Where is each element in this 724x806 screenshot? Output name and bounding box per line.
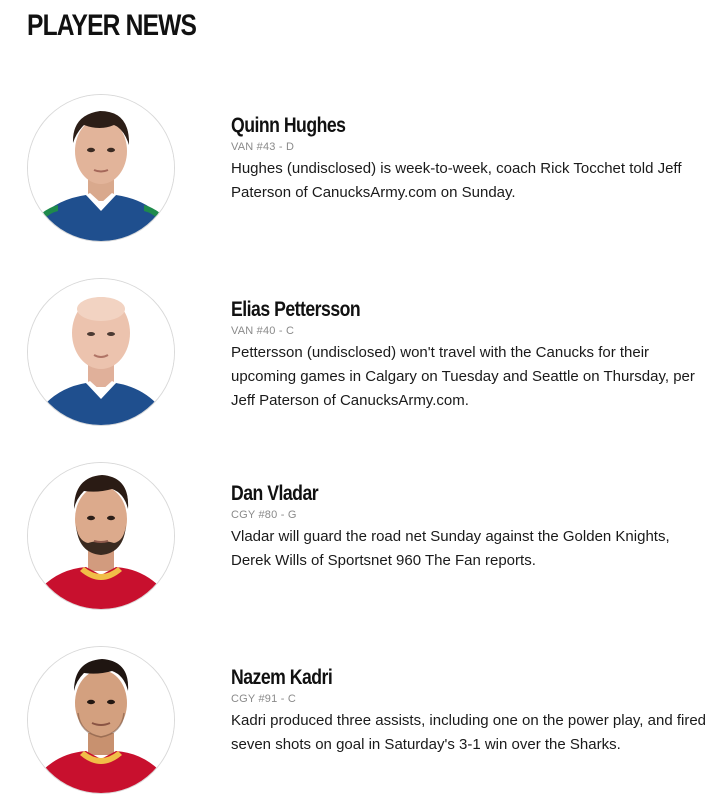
- player-headshot-icon[interactable]: [27, 462, 175, 610]
- player-headshot-icon[interactable]: [27, 646, 175, 794]
- player-news-text: Pettersson (undisclosed) won't travel with the Canucks for their upcoming games in Calgary on Tuesday and Seattle on Thursday, per Jeff Paterson of CanucksArmy.com.: [231, 344, 695, 409]
- player-team-number-position: VAN #40 - C: [231, 325, 295, 337]
- player-team-number-position: CGY #91 - C: [231, 693, 296, 705]
- player-info: [231, 482, 711, 573]
- player-name-link[interactable]: Elias Pettersson: [231, 298, 361, 321]
- news-item-quinn-hughes: [0, 94, 724, 254]
- player-news-text: Hughes (undisclosed) is week-to-week, coach Rick Tocchet told Jeff Paterson of CanucksArmy.com on Sunday.: [231, 160, 682, 201]
- player-team-number-position: CGY #80 - G: [231, 509, 297, 521]
- page-title: PLAYER NEWS: [27, 9, 197, 42]
- player-team-number-position: VAN #43 - D: [231, 141, 295, 153]
- player-name-link[interactable]: Nazem Kadri: [231, 666, 333, 689]
- player-info: [231, 666, 711, 757]
- player-info: [231, 298, 711, 413]
- player-headshot-icon[interactable]: [27, 278, 175, 426]
- news-item-dan-vladar: [0, 462, 724, 622]
- news-item-elias-pettersson: [0, 278, 724, 438]
- player-news-text: Vladar will guard the road net Sunday against the Golden Knights, Derek Wills of Sportsnet 960 The Fan reports.: [231, 528, 670, 569]
- player-name-link[interactable]: Dan Vladar: [231, 482, 319, 505]
- player-info: [231, 114, 711, 205]
- player-news-text: Kadri produced three assists, including one on the power play, and fired seven shots on goal in Saturday's 3-1 win over the Sharks.: [231, 712, 707, 753]
- player-headshot-icon[interactable]: [27, 94, 175, 242]
- player-name-link[interactable]: Quinn Hughes: [231, 114, 346, 137]
- news-item-nazem-kadri: [0, 646, 724, 806]
